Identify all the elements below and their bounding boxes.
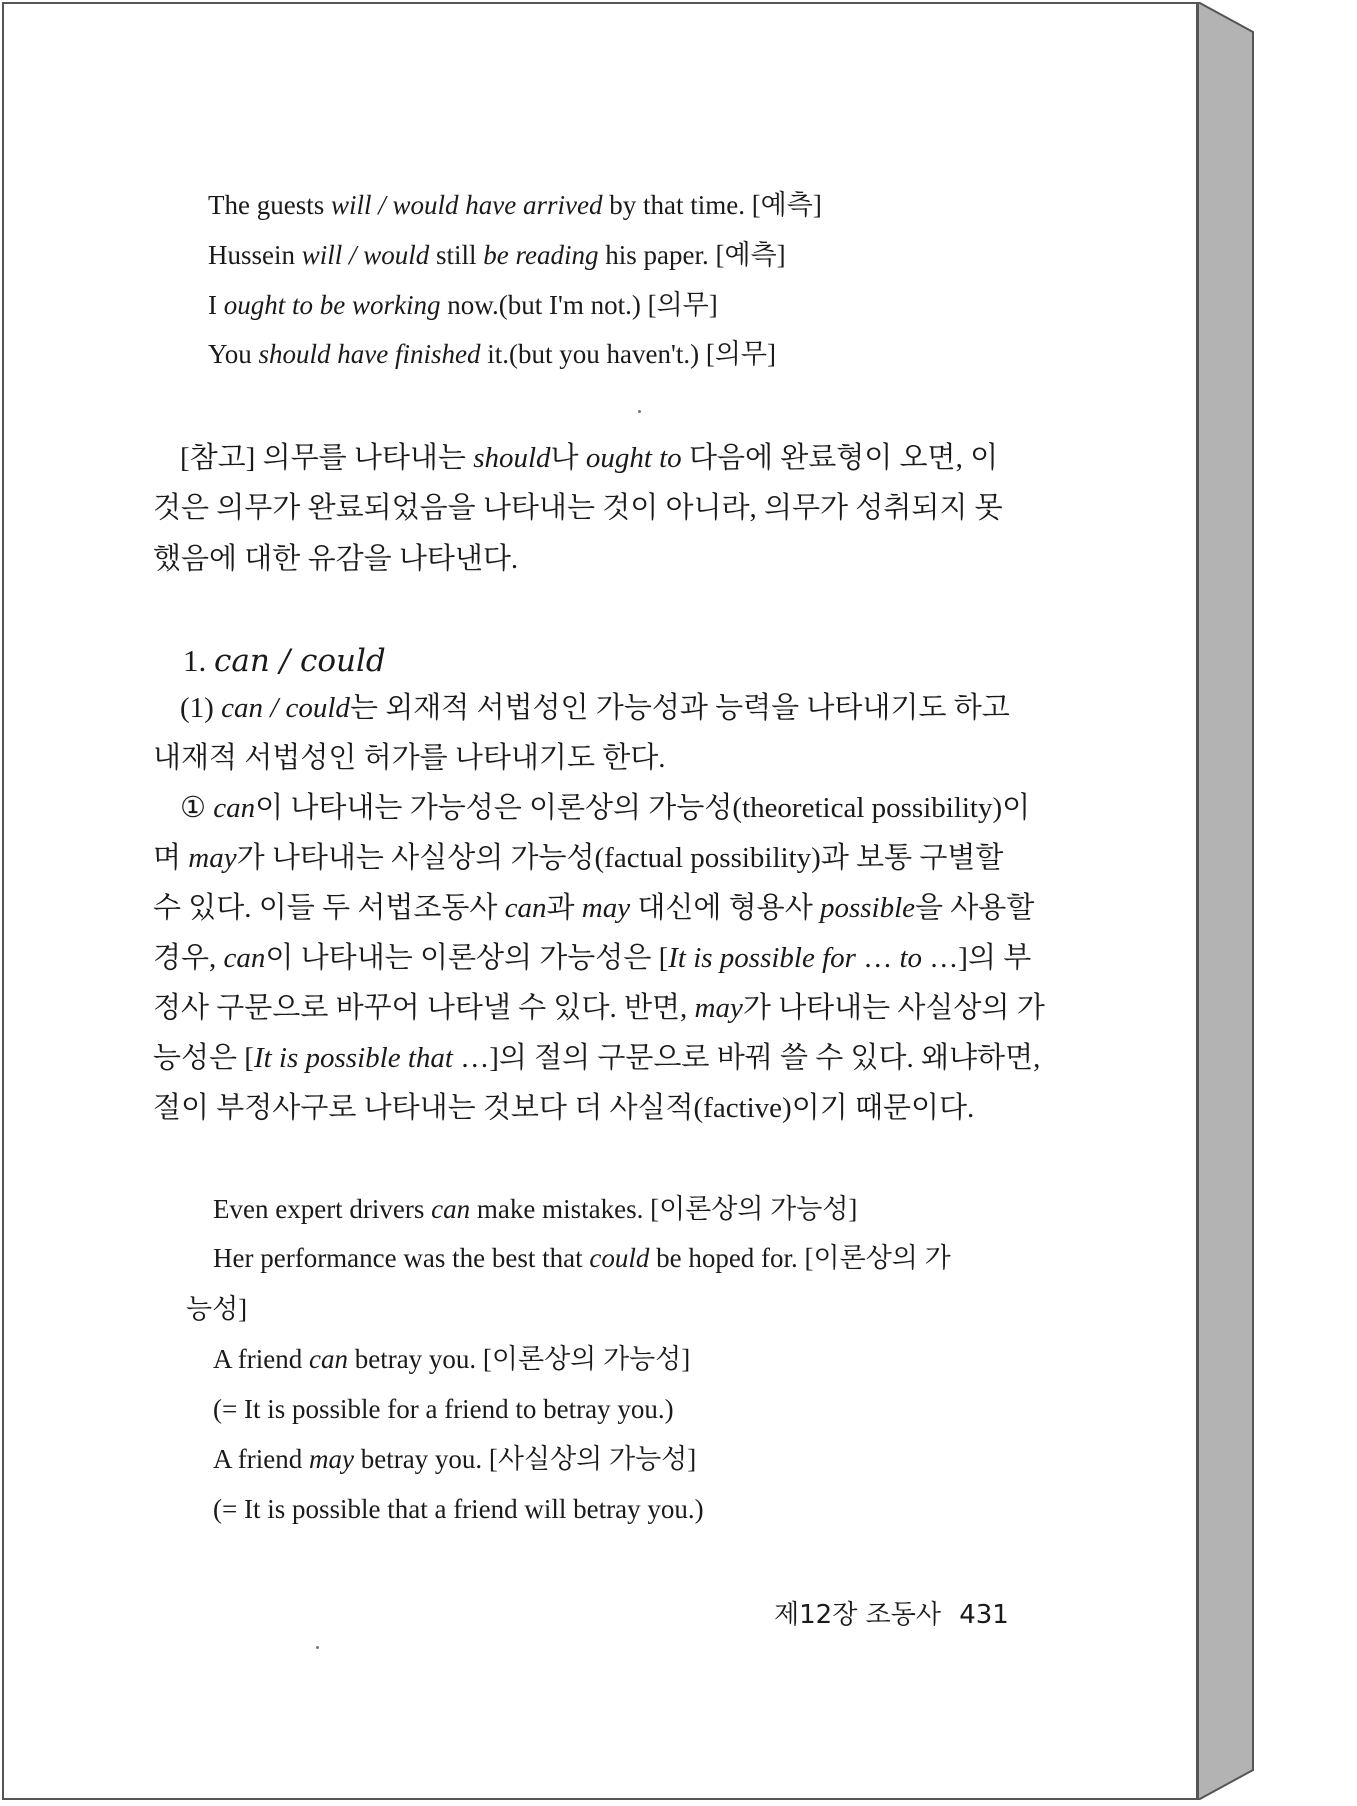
example-line: Hussein will / would still be reading his paper. [예측] [208,240,786,270]
example-line: A friend may betray you. [사실상의 가능성] [213,1444,697,1474]
section-heading [183,645,386,677]
page-number: 431 [959,1600,1009,1630]
body-line: 수 있다. 이들 두 서법조동사 can과 may 대신에 형용사 possible을 사용할 [153,892,1035,924]
body-line: (1) can / could는 외재적 서법성인 가능성과 능력을 나타내기도 하고 [180,692,1010,724]
example-line: I ought to be working now.(but I'm not.) [의무] [208,290,718,320]
body-line: 며 may가 나타내는 사실상의 가능성(factual possibility)과 보통 구별할 [153,842,1004,874]
note-line: 것은 의무가 완료되었음을 나타내는 것이 아니라, 의무가 성취되지 못 [153,492,1003,524]
section-number: 1. [183,643,207,678]
body-line: 정사 구문으로 바꾸어 나타낼 수 있다. 반면, may가 나타내는 사실상의 가 [153,992,1045,1024]
section-title: can / could [214,643,386,679]
body-line: 내재적 서법성인 허가를 나타내기도 한다. [153,742,666,774]
example-line: 능성] [186,1294,248,1324]
book-edge [1198,2,1258,1800]
note-line: 했음에 대한 유감을 나타낸다. [153,543,519,575]
example-line: Her performance was the best that could be hoped for. [이론상의 가 [213,1243,951,1273]
example-line: (= It is possible that a friend will betray you.) [213,1494,704,1524]
speck [316,1646,319,1649]
example-line: (= It is possible for a friend to betray you.) [213,1394,674,1424]
speck [638,410,641,413]
example-line: You should have finished it.(but you haven't.) [의무] [208,339,776,369]
body-line: ① can이 나타내는 가능성은 이론상의 가능성(theoretical possibility)이 [180,792,1031,824]
example-line: The guests will / would have arrived by that time. [예측] [208,190,822,220]
example-line: A friend can betray you. [이론상의 가능성] [213,1344,691,1374]
example-line: Even expert drivers can make mistakes. [이론상의 가능성] [213,1194,858,1224]
body-line: 절이 부정사구로 나타내는 것보다 더 사실적(factive)이기 때문이다. [153,1092,975,1124]
page-footer [774,1602,1009,1628]
note-line: [참고] 의무를 나타내는 should나 ought to 다음에 완료형이 오면, 이 [180,442,999,474]
chapter-label: 제12장 조동사 [774,1600,941,1630]
body-line: 능성은 [It is possible that …]의 절의 구문으로 바꿔 쓸 수 있다. 왜냐하면, [153,1042,1041,1074]
body-line: 경우, can이 나타내는 이론상의 가능성은 [It is possible for … to …]의 부 [153,942,1032,974]
